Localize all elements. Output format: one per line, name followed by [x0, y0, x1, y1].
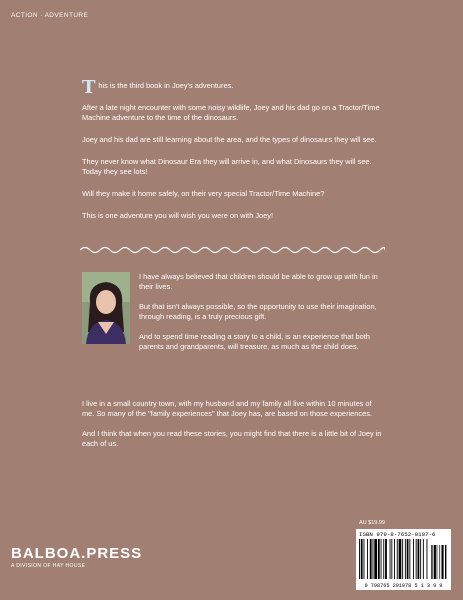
ean-main-digits: 9 798765 201978	[364, 583, 412, 589]
bio-paragraph: I live in a small country town, with my husband and my family all live within 10 minutes of me. So many of the "family experiences" that Joey has, are based on those experiences.	[82, 399, 372, 418]
price-label: AU $19.99	[359, 520, 385, 526]
blurb-paragraph: This is one adventure you will wish you were on with Joey!	[82, 211, 274, 220]
publisher-name: BALBOA.PRESS	[11, 545, 143, 562]
blurb-paragraph: They never know what Dinosaur Era they will arrive in, and what Dinosaurs they will see. Today they see lots!	[82, 157, 372, 176]
ean-digits	[359, 583, 448, 589]
bio-paragraph: I have always believed that children should be able to grow up with fun in their lives.	[139, 272, 378, 291]
ean-addon-digits: 5 1 3 9 9	[414, 583, 443, 589]
drop-cap: T	[82, 77, 96, 98]
wavy-divider	[80, 245, 385, 255]
book-blurb	[82, 77, 382, 233]
blurb-first-line: his is the third book in Joey's adventures.	[98, 81, 234, 90]
genre-label: ACTION · ADVENTURE	[11, 12, 89, 19]
bio-paragraph: And to spend time reading a story to a child, is an experience that both parents and grandparents, will treasure, as much as the child does.	[139, 332, 370, 351]
isbn-number: ISBN 979-8-7652-0197-6	[359, 531, 436, 538]
bio-full-width	[82, 399, 382, 459]
blurb-paragraph: Will they make it home safely, on their very special Tractor/Time Machine?	[82, 189, 325, 198]
barcode-bars	[359, 539, 448, 581]
publisher-logo	[11, 545, 142, 569]
publisher-subline: A DIVISION OF HAY HOUSE	[11, 563, 86, 569]
author-photo	[82, 272, 130, 344]
bio-paragraph: But that isn't always possible, so the opportunity to use their imagination, through reading, is a truly precious gift.	[139, 302, 377, 321]
blurb-paragraph	[82, 77, 382, 98]
blurb-paragraph: Joey and his dad are still learning about the area, and the types of dinosaurs they will see.	[82, 135, 377, 144]
isbn-barcode	[356, 529, 451, 590]
bio-beside-photo	[139, 272, 379, 362]
bio-paragraph: And I think that when you read these stories, you might find that there is a little bit of Joey in each of us.	[82, 429, 382, 448]
blurb-paragraph: After a late night encounter with some noisy wildlife, Joey and his dad go on a Tractor/Time Machine adventure to the time of the dinosaurs.	[82, 103, 380, 122]
